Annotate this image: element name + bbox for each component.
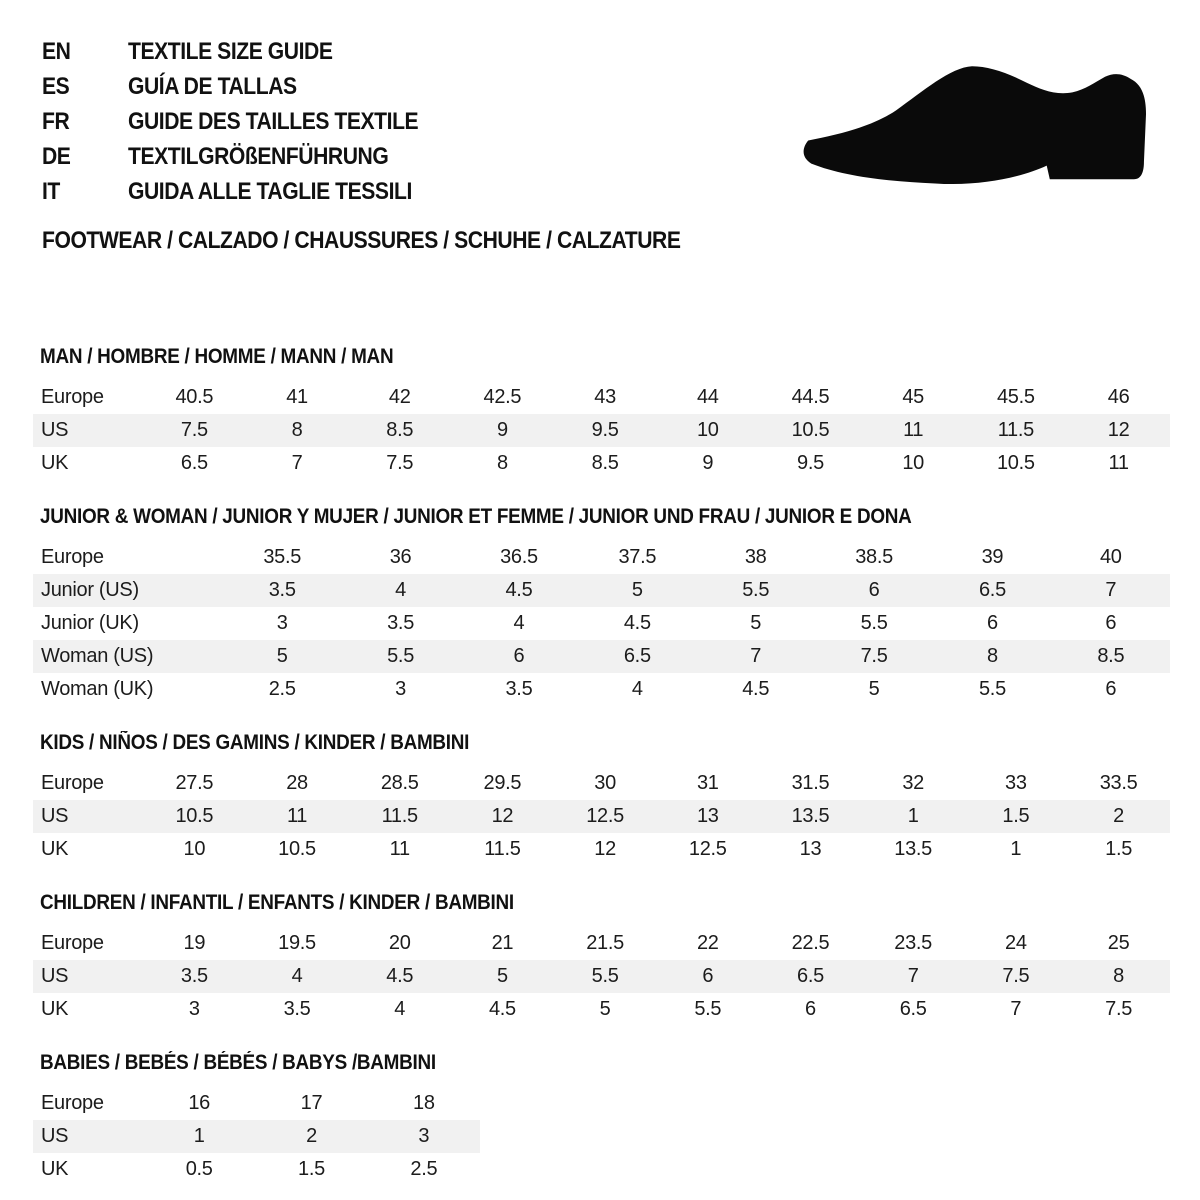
category-line: FOOTWEAR / CALZADO / CHAUSSURES / SCHUHE / CALZATURE xyxy=(42,227,681,254)
size-cell: 44.5 xyxy=(791,386,830,408)
size-cell: 0.5 xyxy=(185,1158,213,1180)
size-cell: 41 xyxy=(286,386,308,408)
size-cell: 44 xyxy=(696,386,719,408)
language-code: DE xyxy=(42,142,71,170)
size-row xyxy=(33,993,1170,1026)
size-cell: 7 xyxy=(907,965,919,987)
size-cell: 39 xyxy=(981,546,1004,568)
size-cell: 42 xyxy=(388,386,411,408)
size-cell: 1 xyxy=(193,1125,205,1147)
size-cell: 5.5 xyxy=(591,965,619,987)
size-cell: 8 xyxy=(1113,965,1124,987)
size-cell: 19.5 xyxy=(278,932,316,954)
shoe-icon xyxy=(798,60,1146,196)
size-cell: 36.5 xyxy=(500,546,538,568)
size-cell: 6 xyxy=(1105,678,1117,700)
size-cell: 10 xyxy=(183,838,206,860)
size-cell: 7.5 xyxy=(386,452,414,474)
size-cell: 6 xyxy=(868,579,880,601)
size-cell: 5 xyxy=(496,965,508,987)
language-label: GUÍA DE TALLAS xyxy=(128,72,297,100)
size-cell: 9.5 xyxy=(797,452,824,474)
size-cell: 5 xyxy=(276,645,288,667)
size-cell: 3.5 xyxy=(283,998,311,1020)
size-cell: 1 xyxy=(1010,838,1022,860)
size-cell: 22 xyxy=(696,932,719,954)
size-row xyxy=(33,960,1170,993)
row-label: Europe xyxy=(41,932,104,954)
row-label: Europe xyxy=(41,772,104,794)
size-cell: 31.5 xyxy=(791,772,830,794)
section-babies xyxy=(33,1051,1170,1186)
language-label: GUIDA ALLE TAGLIE TESSILI xyxy=(128,177,412,205)
language-label: TEXTILE SIZE GUIDE xyxy=(128,37,333,65)
size-cell: 11 xyxy=(286,805,308,827)
row-label: US xyxy=(41,1125,69,1147)
size-cell: 35.5 xyxy=(263,546,302,568)
size-cell: 3.5 xyxy=(180,965,208,987)
size-cell: 7 xyxy=(1105,579,1117,601)
size-cell: 2 xyxy=(306,1125,317,1147)
size-cell: 13 xyxy=(799,838,822,860)
size-cell: 6 xyxy=(987,612,998,634)
size-row xyxy=(33,800,1170,833)
size-cell: 1 xyxy=(907,805,919,827)
size-cell: 6 xyxy=(805,998,816,1020)
language-code: FR xyxy=(42,107,70,135)
size-cell: 5.5 xyxy=(694,998,722,1020)
size-cell: 13.5 xyxy=(894,838,933,860)
size-cell: 37.5 xyxy=(618,546,657,568)
size-cell: 40.5 xyxy=(175,386,214,408)
size-cell: 1.5 xyxy=(1105,838,1133,860)
size-cell: 21 xyxy=(491,932,514,954)
row-label: US xyxy=(41,419,69,441)
size-row xyxy=(33,1153,480,1186)
size-cell: 32 xyxy=(902,772,924,794)
size-cell: 40 xyxy=(1099,546,1122,568)
size-row xyxy=(33,414,1170,447)
row-label: US xyxy=(41,805,69,827)
size-cell: 1.5 xyxy=(298,1158,325,1180)
section-title-man: MAN / HOMBRE / HOMME / MANN / MAN xyxy=(40,345,394,368)
size-cell: 11 xyxy=(1108,452,1129,474)
row-label: Woman (US) xyxy=(41,645,154,667)
size-cell: 43 xyxy=(594,386,616,408)
size-row xyxy=(33,673,1170,706)
size-cell: 8.5 xyxy=(386,419,414,441)
size-cell: 24 xyxy=(1005,932,1027,954)
size-row xyxy=(33,1087,480,1120)
size-cell: 11 xyxy=(903,419,924,441)
size-cell: 7 xyxy=(750,645,762,667)
size-cell: 5.5 xyxy=(978,678,1006,700)
size-cell: 33 xyxy=(1005,772,1027,794)
size-cell: 5 xyxy=(868,678,880,700)
section-man xyxy=(33,345,1170,480)
size-cell: 11.5 xyxy=(381,805,418,827)
section-title-babies: BABIES / BEBÉS / BÉBÉS / BABYS /BAMBINI xyxy=(40,1051,436,1074)
size-table-kids xyxy=(33,767,1170,866)
size-cell: 10.5 xyxy=(791,419,830,441)
row-label: UK xyxy=(41,452,69,474)
size-table-junior-woman xyxy=(33,541,1170,706)
size-cell: 2.5 xyxy=(410,1158,438,1180)
size-cell: 18 xyxy=(413,1092,435,1114)
row-label: UK xyxy=(41,1158,69,1180)
size-row xyxy=(33,1120,480,1153)
size-cell: 11.5 xyxy=(484,838,521,860)
language-label: GUIDE DES TAILLES TEXTILE xyxy=(128,107,419,135)
size-cell: 28 xyxy=(286,772,308,794)
size-cell: 5.5 xyxy=(742,579,770,601)
size-cell: 7 xyxy=(1010,998,1022,1020)
size-cell: 46 xyxy=(1107,386,1130,408)
size-cell: 11.5 xyxy=(997,419,1034,441)
size-cell: 4.5 xyxy=(488,998,516,1020)
language-code: IT xyxy=(42,177,60,205)
size-cell: 21.5 xyxy=(586,932,624,954)
size-cell: 5.5 xyxy=(387,645,415,667)
size-cell: 23.5 xyxy=(894,932,933,954)
size-row xyxy=(33,447,1170,480)
size-cell: 4.5 xyxy=(505,579,533,601)
size-row xyxy=(33,574,1170,607)
size-cell: 6.5 xyxy=(899,998,927,1020)
size-cell: 45.5 xyxy=(996,386,1035,408)
size-cell: 7.5 xyxy=(1105,998,1133,1020)
size-cell: 8 xyxy=(291,419,303,441)
size-cell: 9 xyxy=(702,452,714,474)
size-cell: 29.5 xyxy=(483,772,522,794)
size-cell: 6 xyxy=(1105,612,1117,634)
size-cell: 12.5 xyxy=(688,838,727,860)
size-cell: 8 xyxy=(987,645,998,667)
size-cell: 13 xyxy=(696,805,719,827)
size-cell: 6 xyxy=(513,645,525,667)
section-junior-woman xyxy=(33,505,1170,706)
size-cell: 38 xyxy=(744,546,767,568)
size-cell: 3 xyxy=(276,612,288,634)
language-code: EN xyxy=(42,37,71,65)
size-row xyxy=(33,833,1170,866)
size-cell: 12 xyxy=(1107,419,1130,441)
size-cell: 3.5 xyxy=(268,579,296,601)
size-table-man xyxy=(33,381,1170,480)
size-cell: 30 xyxy=(594,772,616,794)
size-cell: 3 xyxy=(418,1125,430,1147)
size-cell: 6.5 xyxy=(797,965,824,987)
size-table-children xyxy=(33,927,1170,1026)
size-cell: 19 xyxy=(183,932,206,954)
size-cell: 13.5 xyxy=(791,805,830,827)
size-cell: 36 xyxy=(389,546,412,568)
size-cell: 8.5 xyxy=(591,452,619,474)
language-label: TEXTILGRÖßENFÜHRUNG xyxy=(128,142,389,170)
size-cell: 3.5 xyxy=(505,678,533,700)
size-cell: 28.5 xyxy=(380,772,419,794)
size-cell: 4.5 xyxy=(386,965,414,987)
size-cell: 16 xyxy=(188,1092,210,1114)
size-cell: 5 xyxy=(750,612,762,634)
size-cell: 4 xyxy=(513,612,525,634)
size-cell: 5 xyxy=(631,579,643,601)
size-cell: 6.5 xyxy=(180,452,208,474)
size-cell: 3.5 xyxy=(387,612,415,634)
size-cell: 6.5 xyxy=(978,579,1006,601)
size-cell: 10.5 xyxy=(175,805,214,827)
section-title-junior-woman: JUNIOR & WOMAN / JUNIOR Y MUJER / JUNIOR ET FEMME / JUNIOR UND FRAU / JUNIOR E DONA xyxy=(40,505,912,528)
size-cell: 2 xyxy=(1113,805,1124,827)
language-code: ES xyxy=(42,72,70,100)
size-cell: 31 xyxy=(696,772,719,794)
size-cell: 7.5 xyxy=(1002,965,1030,987)
size-cell: 12 xyxy=(594,838,616,860)
size-cell: 9.5 xyxy=(591,419,619,441)
size-cell: 6.5 xyxy=(623,645,651,667)
size-cell: 7 xyxy=(291,452,303,474)
size-cell: 22.5 xyxy=(791,932,830,954)
row-label: US xyxy=(41,965,69,987)
size-cell: 17 xyxy=(300,1092,323,1114)
size-cell: 4 xyxy=(631,678,643,700)
size-cell: 4 xyxy=(394,998,406,1020)
size-row xyxy=(33,381,1170,414)
section-children xyxy=(33,891,1170,1026)
size-cell: 10 xyxy=(696,419,719,441)
row-label: Junior (UK) xyxy=(41,612,139,634)
size-cell: 20 xyxy=(388,932,411,954)
size-cell: 3 xyxy=(395,678,406,700)
size-cell: 8.5 xyxy=(1097,645,1125,667)
row-label: UK xyxy=(41,998,69,1020)
section-title-children: CHILDREN / INFANTIL / ENFANTS / KINDER / BAMBINI xyxy=(40,891,514,914)
size-cell: 25 xyxy=(1107,932,1130,954)
size-cell: 5 xyxy=(599,998,611,1020)
size-cell: 4.5 xyxy=(742,678,770,700)
size-cell: 12 xyxy=(491,805,514,827)
size-cell: 1.5 xyxy=(1002,805,1030,827)
size-cell: 10.5 xyxy=(278,838,316,860)
size-cell: 10 xyxy=(902,452,924,474)
size-row xyxy=(33,927,1170,960)
size-table-babies xyxy=(33,1087,480,1186)
size-row xyxy=(33,767,1170,800)
size-cell: 6 xyxy=(702,965,714,987)
size-cell: 7.5 xyxy=(860,645,888,667)
size-cell: 8 xyxy=(496,452,508,474)
row-label: Europe xyxy=(41,386,104,408)
size-cell: 3 xyxy=(188,998,200,1020)
size-cell: 11 xyxy=(389,838,410,860)
size-cell: 2.5 xyxy=(268,678,296,700)
row-label: UK xyxy=(41,838,69,860)
section-kids xyxy=(33,731,1170,866)
size-cell: 42.5 xyxy=(483,386,522,408)
size-cell: 10.5 xyxy=(996,452,1035,474)
size-row xyxy=(33,607,1170,640)
size-cell: 4.5 xyxy=(623,612,651,634)
row-label: Europe xyxy=(41,546,104,568)
size-cell: 9 xyxy=(496,419,508,441)
size-cell: 33.5 xyxy=(1099,772,1138,794)
size-cell: 4 xyxy=(395,579,406,601)
size-row xyxy=(33,640,1170,673)
row-label: Europe xyxy=(41,1092,104,1114)
row-label: Junior (US) xyxy=(41,579,139,601)
section-title-kids: KIDS / NIÑOS / DES GAMINS / KINDER / BAMBINI xyxy=(40,731,470,754)
row-label: Woman (UK) xyxy=(41,678,154,700)
size-cell: 5.5 xyxy=(860,612,888,634)
size-cell: 12.5 xyxy=(586,805,624,827)
size-row xyxy=(33,541,1170,574)
size-cell: 45 xyxy=(902,386,924,408)
size-cell: 7.5 xyxy=(180,419,208,441)
size-cell: 4 xyxy=(291,965,303,987)
size-cell: 27.5 xyxy=(175,772,214,794)
size-cell: 38.5 xyxy=(855,546,893,568)
